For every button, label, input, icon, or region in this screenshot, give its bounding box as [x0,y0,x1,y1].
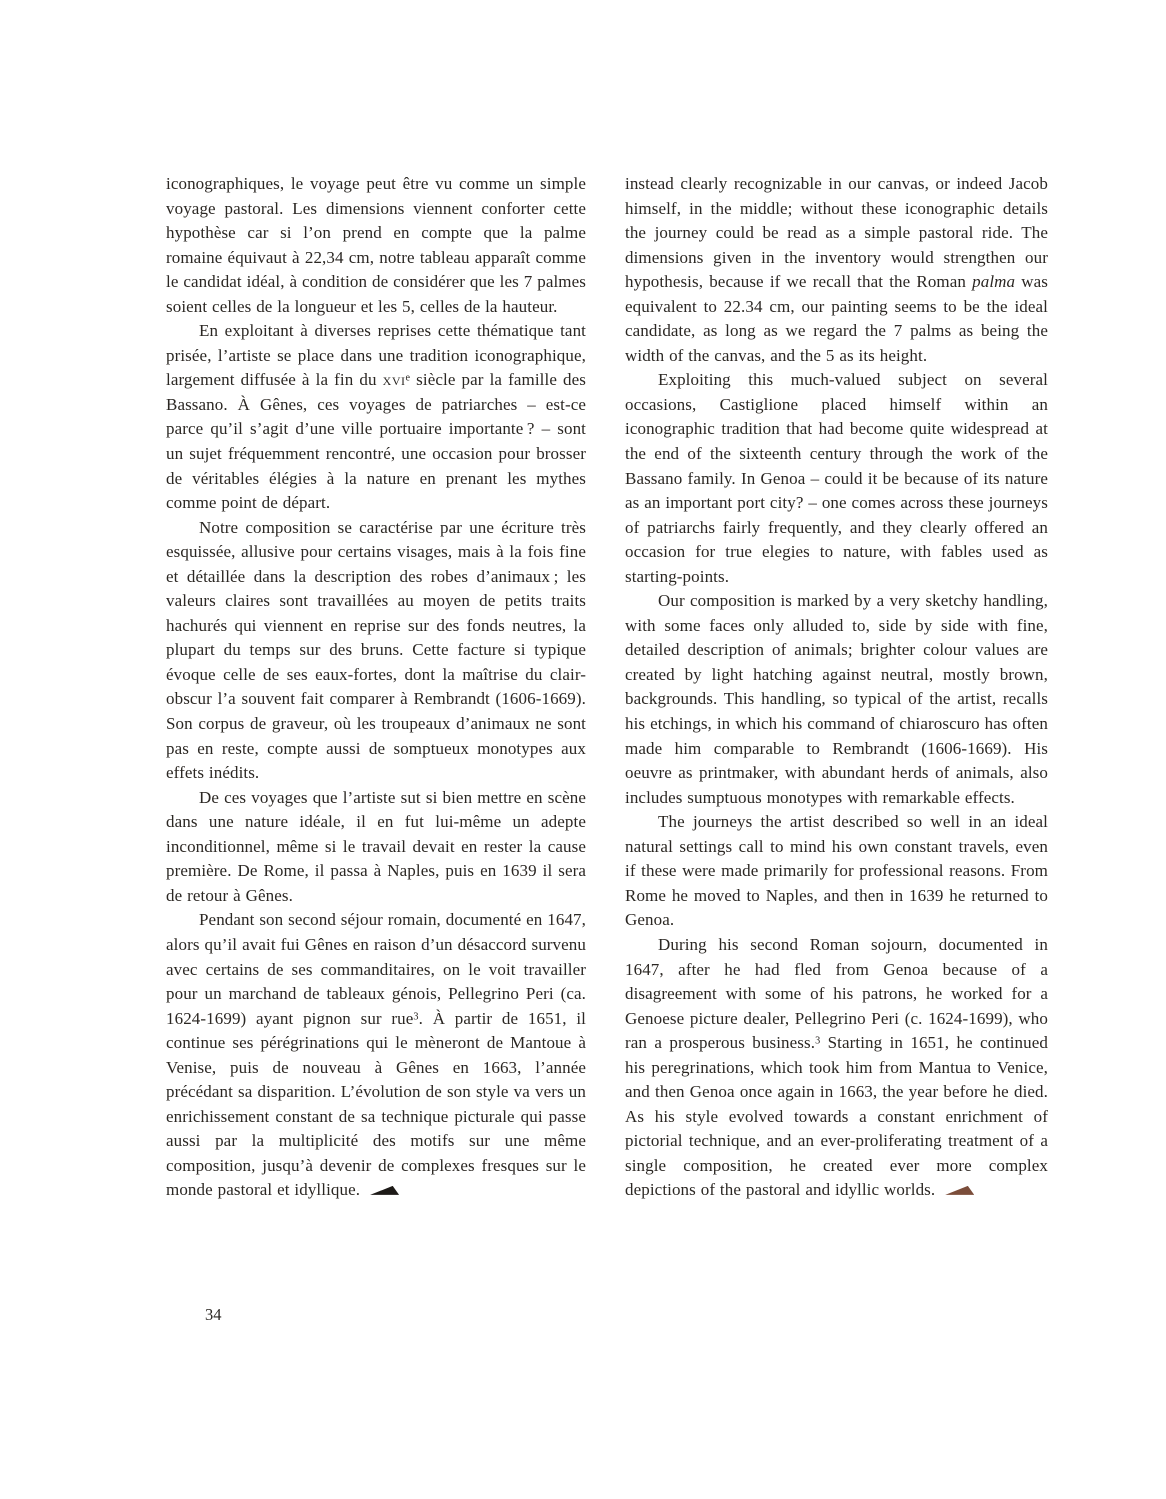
paragraph: De ces voyages que l’artiste sut si bien mettre en scène dans une nature idéale, il en fut lui-même un adepte inconditionnel, même si le travail devait en rester la cause première. De Rome, il passa à Naples, puis en 1639 il sera de retour à Gênes. [166,787,586,905]
end-of-article-marker [370,1186,399,1195]
paragraph: iconographiques, le voyage peut être vu comme un simple voyage pastoral. Les dimensions viennent conforter cette hypothèse car si l’on prend en compte que la palme romaine équivaut à 22,34 cm, notre tableau apparaît comme le candidat idéal, à condition de considérer que les 7 palmes soient celles de la longueur et les 5, celles de la hauteur. [166,174,586,316]
paragraph: Our composition is marked by a very sketchy handling, with some faces only alluded to, side by side with fine, detailed description of animals; brighter colour values are created by light hatching against neutral, mostly brown, backgrounds. This handling, so typical of the artist, recalls his etchings, in which his command of chiaroscuro has often made him comparable to Rembrandt (1606-1669). His oeuvre as printmaker, with abundant herds of animals, also includes sumptuous monotypes with remarkable effects. [625,591,1048,807]
paragraph: En exploitant à diverses reprises cette thématique tant prisée, l’artiste se place dans une tradition iconographique, largement diffusée à la fin du xvi$^e$ siècle par la famille des Bassano. À Gênes, ces voyages de patriarches – est-ce parce qu’il s’agit d’une ville portuaire importante ? – sont un sujet fréquemment rencontré, une occasion pour brosser de véritables élégies à la nature en prenant les mythes comme point de départ. [166,321,586,513]
paragraph: During his second Roman sojourn, documented in 1647, after he had fled from Genoa because of a disagreement with some of his patrons, he worked for a Genoese picture dealer, Pellegrino Peri (c. 1624-1699), who ran a prosperous business.$^3$ Starting in 1651, he continued his peregrinations, which took him from Mantua to Venice, and then Genoa once again in 1663, the year before he died. As his style evolved towards a constant enrichment of pictorial technique, and an ever-proliferating treatment of a single composition, he created ever more complex depictions of the pastoral and idyllic worlds. [625,934,1048,1200]
french-text-column [166,172,586,1203]
english-text-column [625,172,1048,1203]
paragraph: The journeys the artist described so well in an ideal natural settings call to mind his own constant travels, even if these were made primarily for professional reasons. From Rome he moved to Naples, and then in 1639 he returned to Genoa. [625,812,1048,930]
paragraph: instead clearly recognizable in our canvas, or indeed Jacob himself, in the middle; without these iconographic details the journey could be read as a simple pastoral ride. The dimensions given in the inventory would strengthen our hypothesis, because if we recall that the Roman palma was equivalent to 22.34 cm, our painting seems to be the ideal candidate, as long as we regard the 7 palms as being the width of the canvas, and the 5 as its height. [625,174,1048,365]
paragraph: Exploiting this much-valued subject on several occasions, Castiglione placed himself within an iconographic tradition that had become quite widespread at the end of the sixteenth century through the work of the Bassano family. In Genoa – could it be because of its nature as an important port city? – one comes across these journeys of patriarchs fairly frequently, and they clearly offered an occasion for true elegies to nature, with fables used as starting-points. [625,370,1048,586]
end-of-article-marker [945,1186,974,1195]
page-number: 34 [205,1305,222,1324]
paragraph: Pendant son second séjour romain, documenté en 1647, alors qu’il avait fui Gênes en raison d’un désaccord survenu avec certains de ses commanditaires, on le voit travailler pour un marchand de tableaux génois, Pellegrino Peri (ca. 1624-1699) ayant pignon sur rue$^3$. À partir de 1651, il continue ses pérégrinations qui le mèneront de Mantoue à Venise, puis de nouveau à Gênes en 1663, l’année précédant sa disparition. L’évolution de son style va vers un enrichissement constant de sa technique picturale qui passe aussi par la multiplicité des motifs sur une même composition, jusqu’à devenir de complexes fresques sur le monde pastoral et idyllique. [166,910,586,1200]
paragraph: Notre composition se caractérise par une écriture très esquissée, allusive pour certains visages, mais à la fois fine et détaillée dans la description des robes d’animaux ; les valeurs claires sont travaillées au moyen de petits traits hachurés qui viennent en reprise sur des fonds neutres, la plupart du temps sur des bruns. Cette facture si typique évoque celle de ses eaux-fortes, dont la maîtrise du clair-obscur l’a souvent fait comparer à Rembrandt (1606-1669). Son corpus de graveur, où les troupeaux d’animaux ne sont pas en reste, compte aussi de somptueux monotypes aux effets inédits. [166,517,586,783]
